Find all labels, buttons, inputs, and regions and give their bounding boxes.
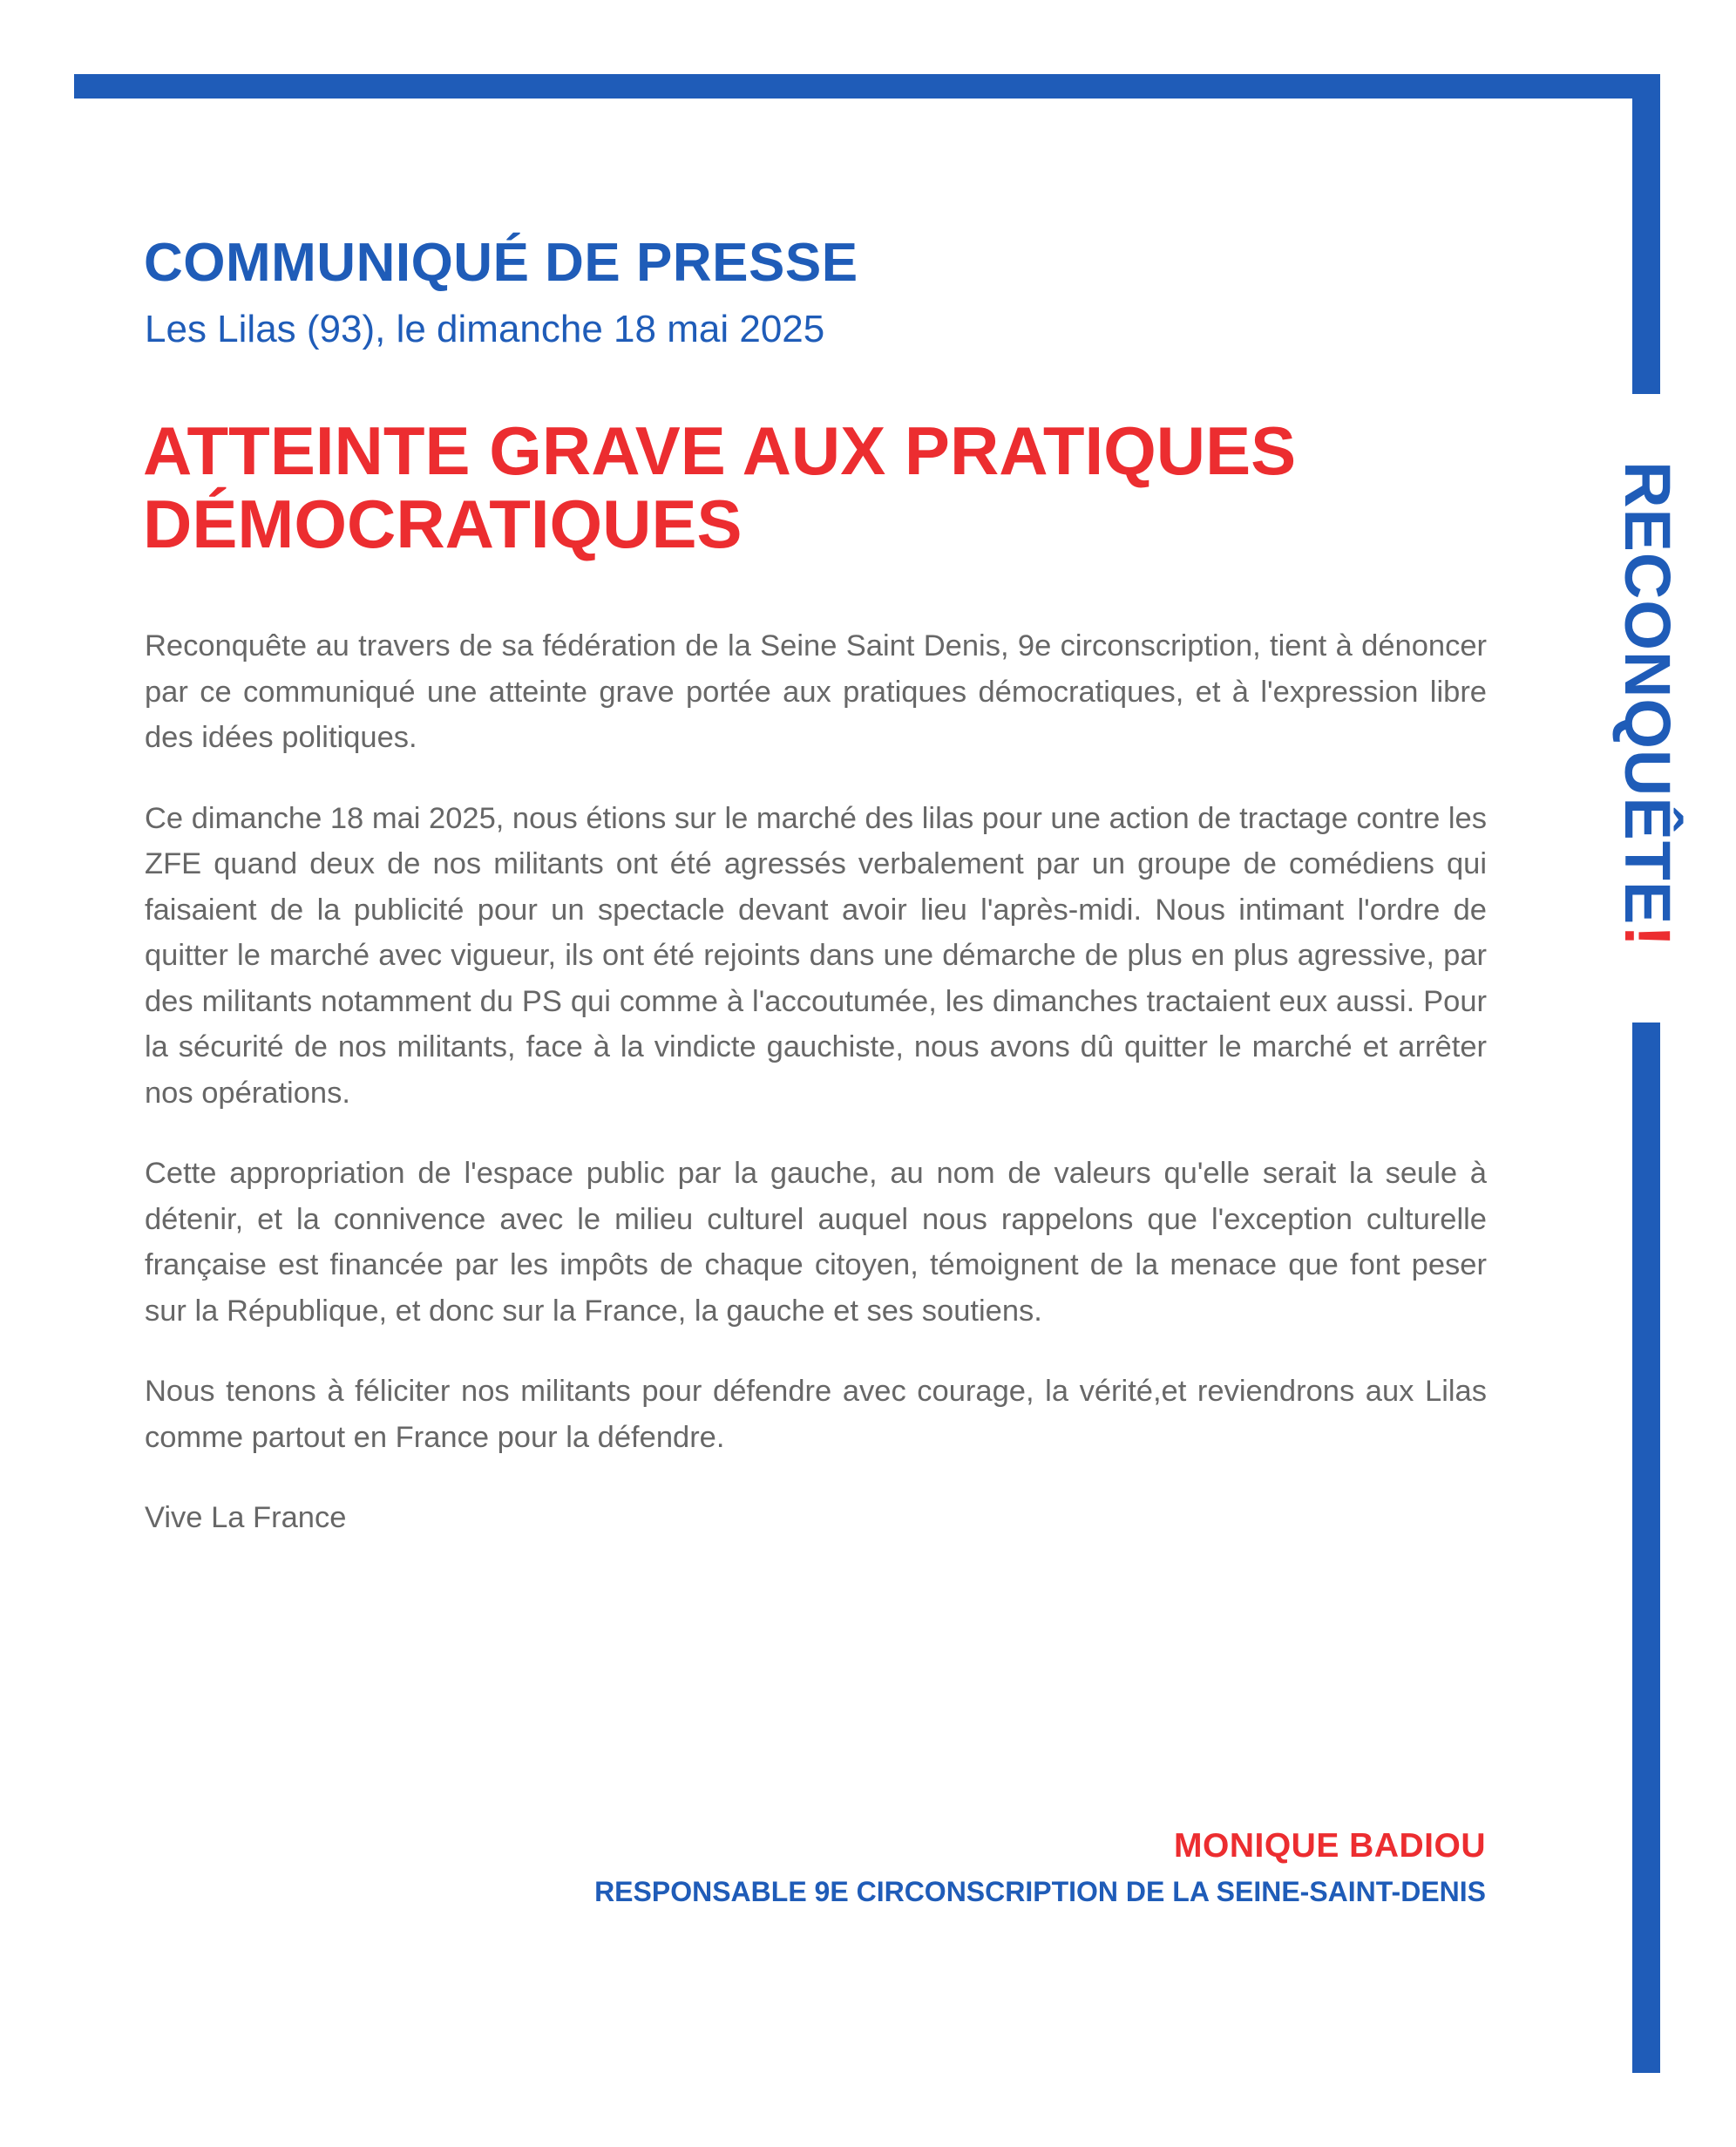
headline — [143, 414, 1555, 561]
reconquete-logo — [1611, 461, 1684, 948]
headline-line-2: DÉMOCRATIQUES — [143, 486, 743, 562]
body-paragraph: Reconquête au travers de sa fédération de la Seine Saint Denis, 9e circonscription, tient à dénoncer par ce communiqué une atteinte grave portée aux pratiques démocratiques, et à l'expression libre des idées politiques. — [145, 629, 1487, 754]
press-release-title: COMMUNIQUÉ DE PRESSE — [144, 233, 858, 293]
body-paragraph: Ce dimanche 18 mai 2025, nous étions sur le marché des lilas pour une action de tractage contre les ZFE quand deux de nos militants ont été agressés verbalement par un groupe de comédiens qui faisaient de la publicité pour un spectacle devant avoir lieu l'après-midi. Nous intimant l'ordre de quitter le marché avec vigueur, ils ont été rejoints dans une démarche de plus en plus agressive, par des militants notamment du PS qui comme à l'accoutumée, les dimanches tractaient eux aussi. Pour la sécurité de nos militants, face à la vindicte gauchiste, nous avons dû quitter le marché et arrêter nos opérations. — [145, 801, 1487, 1110]
body-paragraph: Cette appropriation de l'espace public par la gauche, au nom de valeurs qu'elle serait la seule à détenir, et la connivence avec le milieu culturel auquel nous rappelons que l'exception culturelle française est financée par les impôts de chaque citoyen, témoignent de la menace que font peser sur la République, et donc sur la France, la gauche et ses soutiens. — [145, 1157, 1487, 1328]
signatory-name: MONIQUE BADIOU — [1174, 1827, 1486, 1865]
date-line: Les Lilas (93), le dimanche 18 mai 2025 — [145, 308, 825, 350]
logo-text: RECONQUÊTE — [1611, 461, 1684, 926]
frame-right-bar-upper — [1632, 74, 1660, 394]
body-paragraph: Nous tenons à féliciter nos militants pour défendre avec courage, la vérité,et reviendrons aux Lilas comme partout en France pour la défendre. — [145, 1375, 1487, 1454]
frame-top-bar — [74, 74, 1660, 99]
frame-right-bar-lower — [1632, 1023, 1660, 2073]
headline-line-1: ATTEINTE GRAVE AUX PRATIQUES — [143, 412, 1297, 489]
signatory-role: RESPONSABLE 9E CIRCONSCRIPTION DE LA SEINE-SAINT-DENIS — [594, 1875, 1486, 1907]
logo-exclamation: ! — [1611, 925, 1684, 948]
body-text — [145, 623, 1487, 1576]
signature-block — [594, 1826, 1486, 1912]
closing-line: Vive La France — [145, 1501, 347, 1534]
